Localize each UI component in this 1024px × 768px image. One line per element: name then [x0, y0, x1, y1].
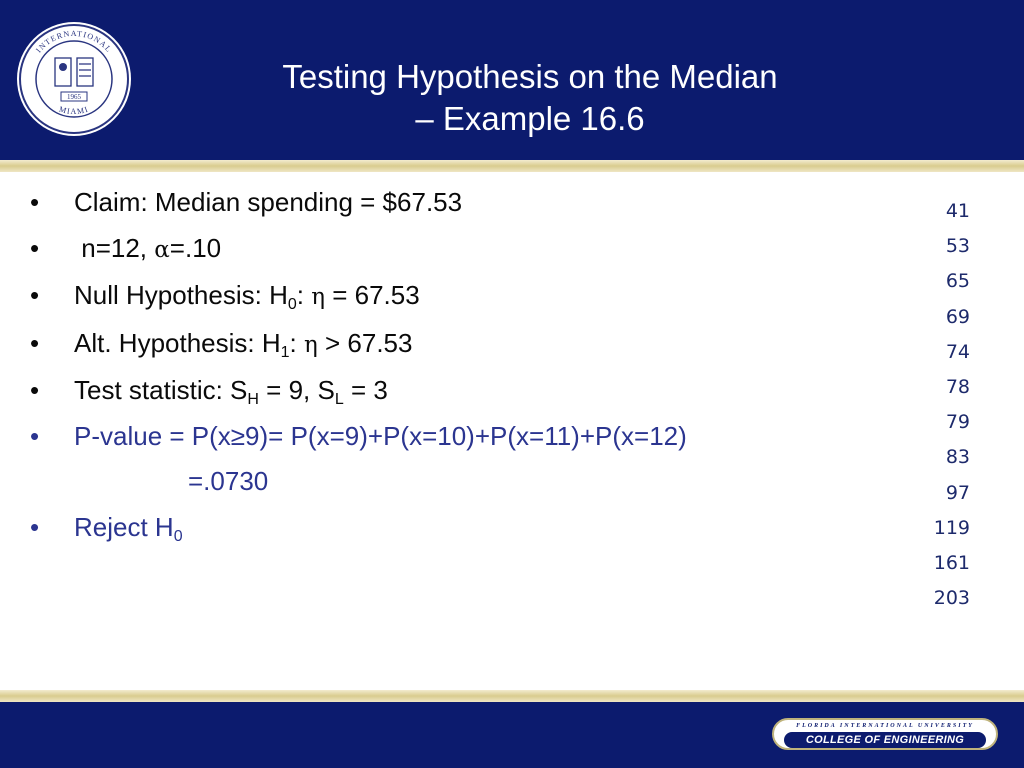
alpha-value: =.10: [169, 232, 222, 263]
bullet-dot: •: [30, 420, 40, 451]
alt-label: Alt. Hypothesis: H: [74, 327, 281, 358]
data-value: 74: [945, 340, 970, 363]
bullet-dot: •: [30, 280, 40, 310]
college-name: COLLEGE OF ENGINEERING: [784, 732, 986, 748]
data-value: 69: [945, 305, 970, 328]
stat-subscript-h: H: [247, 391, 259, 408]
university-name: FLORIDA INTERNATIONAL UNIVERSITY: [796, 723, 974, 729]
conclusion-subscript: 0: [173, 527, 183, 545]
alt-colon: :: [289, 327, 304, 358]
data-value: 79: [945, 411, 970, 434]
college-logo-badge: [772, 718, 998, 750]
bullet-test-statistic: [30, 368, 910, 414]
data-value: 65: [945, 270, 970, 293]
p-value-number: =.0730: [188, 466, 269, 496]
stat-label: Test statistic: S: [74, 375, 248, 405]
bullet-list: [30, 180, 910, 550]
bullet-p-value: [30, 414, 910, 460]
conclusion-text: Reject H: [74, 511, 174, 542]
title-line-1: Testing Hypothesis on the Median: [282, 58, 778, 95]
seal-top-text: INTERNATIONAL: [34, 28, 114, 55]
claim-text: Claim: Median spending = $67.53: [74, 187, 463, 217]
p-value-result: [30, 459, 910, 505]
stat-subscript-l: L: [334, 391, 344, 408]
bullet-null-hypothesis: [30, 273, 910, 321]
data-value: 203: [933, 587, 970, 610]
seal-year: 1965: [67, 93, 81, 101]
data-value: 97: [945, 481, 970, 504]
data-value: 78: [945, 376, 970, 399]
data-value: 53: [945, 235, 970, 258]
bullet-claim: [30, 180, 910, 226]
stat-end: = 3: [343, 375, 388, 405]
null-value: = 67.53: [325, 280, 420, 310]
bullet-dot: •: [30, 375, 40, 405]
bullet-conclusion: [30, 505, 910, 551]
top-gold-divider: [0, 160, 1024, 172]
bullet-dot: •: [30, 232, 40, 263]
data-value: 41: [945, 200, 970, 222]
p-value-text: P-value = P(x≥9)= P(x=9)+P(x=10)+P(x=11)+P(x=12): [74, 420, 687, 451]
data-value: 83: [945, 446, 970, 469]
stat-middle: = 9, S: [258, 375, 335, 405]
bullet-dot: •: [30, 511, 40, 542]
data-value-list: [870, 194, 970, 616]
null-subscript: 0: [287, 296, 297, 313]
alt-subscript: 1: [280, 343, 290, 361]
eta-symbol: η: [311, 284, 325, 310]
bullet-sample-size: [30, 226, 910, 274]
null-label: Null Hypothesis: H: [74, 280, 288, 310]
header-bar: [0, 0, 1024, 160]
eta-symbol: η: [304, 331, 318, 358]
data-value: 119: [933, 516, 970, 539]
title-line-2: – Example 16.6: [415, 100, 645, 137]
sample-size-text: n=12,: [81, 232, 155, 263]
bullet-alt-hypothesis: [30, 321, 910, 369]
data-value: 161: [933, 552, 970, 575]
null-colon: :: [296, 280, 312, 310]
bottom-gold-divider: [0, 690, 1024, 702]
seal-bottom-text: MIAMI: [58, 104, 90, 117]
alpha-symbol: α: [154, 236, 170, 263]
university-seal-logo: [15, 20, 133, 138]
bullet-dot: •: [30, 327, 40, 358]
alt-value: > 67.53: [317, 327, 413, 358]
bullet-dot: •: [30, 187, 40, 217]
slide-title: [180, 56, 880, 140]
